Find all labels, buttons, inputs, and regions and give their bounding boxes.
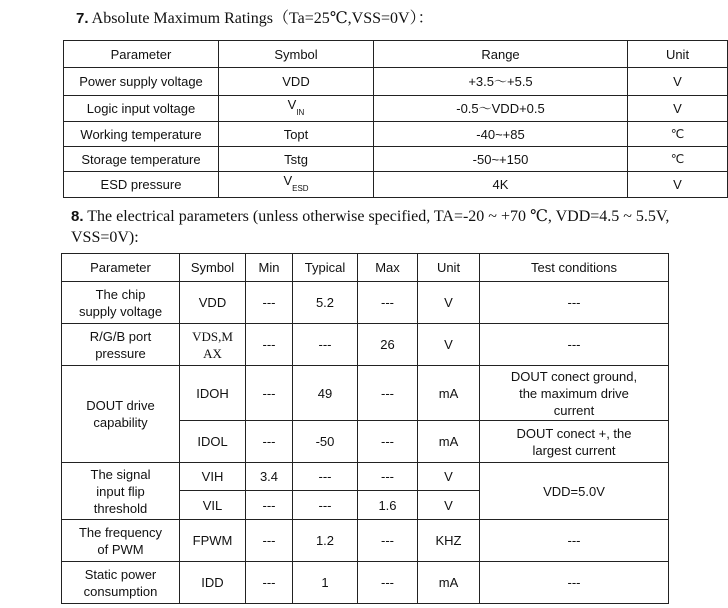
symbol-cell: Topt	[219, 122, 374, 147]
max-cell: ---	[358, 366, 418, 421]
unit-cell: mA	[418, 562, 480, 604]
header-symbol: Symbol	[219, 41, 374, 68]
electrical-parameters-table	[61, 253, 669, 604]
unit-cell: V	[418, 324, 480, 366]
max-cell: ---	[358, 520, 418, 562]
unit-cell: mA	[418, 421, 480, 463]
max-cell: ---	[358, 562, 418, 604]
symbol-main: V	[283, 173, 293, 188]
conditions-cell: ---	[480, 520, 669, 562]
parameter-line: capability	[93, 415, 148, 430]
absolute-max-ratings-table	[63, 40, 728, 198]
parameter-cell	[62, 324, 180, 366]
max-cell: 26	[358, 324, 418, 366]
symbol-cell: VIH	[180, 463, 246, 491]
min-cell: ---	[246, 366, 293, 421]
parameter-cell	[62, 282, 180, 324]
header-range: Range	[374, 41, 628, 68]
parameter-cell	[62, 562, 180, 604]
section-7-title: Absolute Maximum Ratings（Ta=25℃,VSS=0V）：	[91, 10, 434, 27]
symbol-cell: Tstg	[219, 147, 374, 172]
symbol-cell: IDD	[180, 562, 246, 604]
typical-cell: 1.2	[293, 520, 358, 562]
conditions-cell	[480, 366, 669, 421]
section-8-heading	[71, 207, 669, 227]
table-row	[62, 520, 669, 562]
max-cell: ---	[358, 421, 418, 463]
typical-cell: ---	[293, 324, 358, 366]
range-cell: -50~+150	[374, 147, 628, 172]
conditions-cell: ---	[480, 282, 669, 324]
parameter-cell: Storage temperature	[64, 147, 219, 172]
range-cell: -0.5～VDD+0.5	[374, 96, 628, 122]
header-unit: Unit	[418, 254, 480, 282]
min-cell: ---	[246, 491, 293, 520]
condition-line: current	[553, 402, 595, 418]
min-cell: ---	[246, 520, 293, 562]
symbol-line: AX	[203, 345, 222, 361]
parameter-line: pressure	[95, 345, 146, 361]
unit-cell: V	[628, 68, 728, 96]
conditions-cell: ---	[480, 324, 669, 366]
parameter-cell	[62, 520, 180, 562]
min-cell: ---	[246, 421, 293, 463]
max-cell: ---	[358, 282, 418, 324]
parameter-line: The chip	[95, 286, 146, 302]
typical-cell: ---	[293, 491, 358, 520]
unit-cell: V	[628, 172, 728, 198]
parameter-cell	[62, 463, 180, 520]
header-unit: Unit	[628, 41, 728, 68]
header-min: Min	[246, 254, 293, 282]
symbol-cell	[219, 96, 374, 122]
table-row	[64, 122, 728, 147]
header-test-conditions: Test conditions	[480, 254, 669, 282]
range-cell: 4K	[374, 172, 628, 198]
parameter-line: The signal	[90, 466, 151, 482]
symbol-cell: VDD	[180, 282, 246, 324]
symbol-cell: VDD	[219, 68, 374, 96]
symbol-main: V	[287, 97, 297, 112]
condition-line: DOUT conect ground,	[510, 368, 638, 384]
table-row	[62, 282, 669, 324]
parameter-cell	[62, 366, 180, 463]
max-cell: ---	[358, 463, 418, 491]
range-cell: -40~+85	[374, 122, 628, 147]
min-cell: 3.4	[246, 463, 293, 491]
section-8-title-line1: The electrical parameters (unless otherwise specified, TA=-20 ~ +70 ℃, VDD=4.5 ~ 5.5V,	[87, 208, 670, 225]
header-parameter: Parameter	[62, 254, 180, 282]
table-header-row	[62, 254, 669, 282]
parameter-cell: Power supply voltage	[64, 68, 219, 96]
symbol-cell	[180, 324, 246, 366]
parameter-cell: ESD pressure	[64, 172, 219, 198]
header-parameter: Parameter	[64, 41, 219, 68]
unit-cell: ℃	[628, 122, 728, 147]
condition-line: largest current	[532, 442, 616, 458]
parameter-line: supply voltage	[78, 303, 163, 319]
section-8-heading-line2	[71, 228, 139, 248]
header-symbol: Symbol	[180, 254, 246, 282]
range-cell: +3.5～+5.5	[374, 68, 628, 96]
typical-cell: ---	[293, 463, 358, 491]
typical-cell: 1	[293, 562, 358, 604]
header-typical: Typical	[293, 254, 358, 282]
unit-cell: V	[418, 463, 480, 491]
typical-cell: 5.2	[293, 282, 358, 324]
table-row	[62, 562, 669, 604]
symbol-cell: IDOH	[180, 366, 246, 421]
section-7-heading	[76, 9, 434, 29]
condition-line: DOUT conect +, the	[516, 425, 632, 441]
conditions-cell	[480, 421, 669, 463]
table-row	[64, 96, 728, 122]
parameter-line: consumption	[83, 583, 158, 599]
conditions-cell: VDD=5.0V	[480, 463, 669, 520]
parameter-line: DOUT drive	[86, 398, 155, 413]
min-cell: ---	[246, 562, 293, 604]
section-7-number: 7.	[76, 10, 89, 27]
symbol-subscript: ESD	[292, 184, 309, 193]
parameter-line: R/G/B port	[89, 328, 152, 344]
parameter-line: threshold	[93, 500, 148, 516]
symbol-cell	[219, 172, 374, 198]
table-row	[62, 463, 669, 491]
table-row	[62, 366, 669, 421]
unit-cell: V	[418, 491, 480, 520]
max-cell: 1.6	[358, 491, 418, 520]
unit-cell: V	[418, 282, 480, 324]
header-max: Max	[358, 254, 418, 282]
conditions-cell: ---	[480, 562, 669, 604]
symbol-line: VDS,M	[192, 328, 233, 344]
table-row	[64, 147, 728, 172]
table-row	[62, 324, 669, 366]
min-cell: ---	[246, 282, 293, 324]
min-cell: ---	[246, 324, 293, 366]
unit-cell: ℃	[628, 147, 728, 172]
parameter-cell: Logic input voltage	[64, 96, 219, 122]
table-row	[64, 68, 728, 96]
parameter-line: The frequency	[78, 524, 163, 540]
section-8-number: 8.	[71, 208, 84, 225]
section-8-title-line2: VSS=0V):	[71, 229, 139, 246]
symbol-cell: IDOL	[180, 421, 246, 463]
table-row	[64, 172, 728, 198]
symbol-subscript: IN	[296, 108, 305, 117]
symbol-cell: FPWM	[180, 520, 246, 562]
typical-cell: 49	[293, 366, 358, 421]
parameter-line: input flip	[96, 483, 145, 499]
parameter-line: Static power	[84, 566, 157, 582]
unit-cell: V	[628, 96, 728, 122]
unit-cell: KHZ	[418, 520, 480, 562]
symbol-cell: VIL	[180, 491, 246, 520]
parameter-cell: Working temperature	[64, 122, 219, 147]
condition-line: the maximum drive	[519, 385, 629, 401]
typical-cell: -50	[293, 421, 358, 463]
parameter-line: of PWM	[97, 541, 144, 557]
unit-cell: mA	[418, 366, 480, 421]
table-header-row	[64, 41, 728, 68]
